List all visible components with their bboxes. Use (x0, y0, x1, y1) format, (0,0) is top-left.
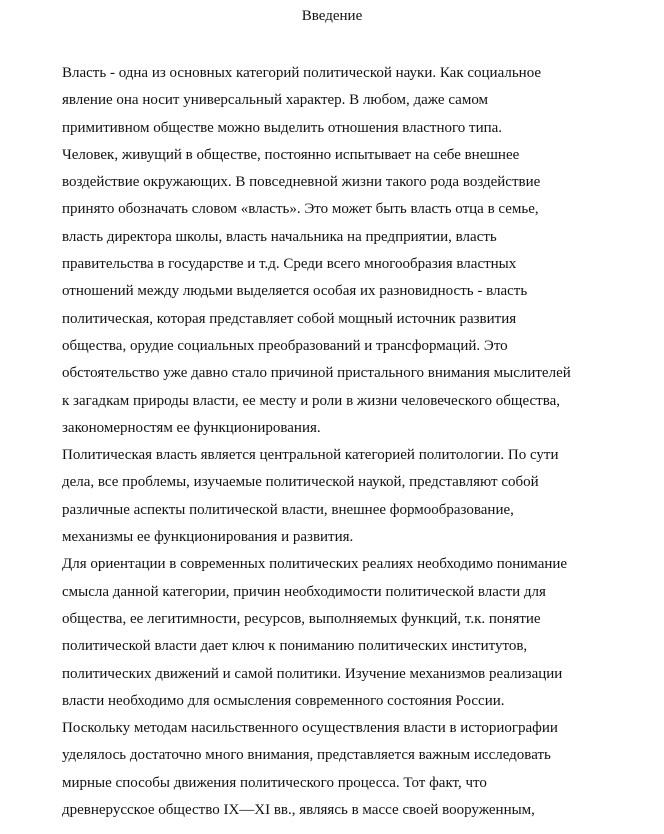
text-line: смысла данной категории, причин необходимости политической власти для (62, 583, 546, 600)
text-line: механизмы ее функционирования и развития. (62, 529, 354, 546)
text-line: отношений между людьми выделяется особая их разновидность - власть (62, 283, 528, 300)
text-line: политических движений и самой политики. Изучение механизмов реализации (62, 665, 563, 682)
text-line: различные аспекты политической власти, внешнее формообразование, (62, 501, 514, 518)
text-line: власть директора школы, власть начальника на предприятии, власть (62, 228, 497, 245)
text-line: дела, все проблемы, изучаемые политической наукой, представляют собой (62, 474, 539, 491)
text-line: воздействие окружающих. В повседневной жизни такого рода воздействие (62, 174, 541, 191)
text-line: закономерностям ее функционирования. (62, 419, 321, 436)
text-line: мирные способы движения политического процесса. Тот факт, что (62, 774, 487, 791)
text-line: древнерусское общество IX—XI вв., являясь в массе своей вооруженным, (62, 802, 535, 819)
text-line: общества, ее легитимности, ресурсов, выполняемых функций, т.к. понятие (62, 610, 541, 627)
text-line: власти необходимо для осмысления современного состояния России. (62, 692, 505, 709)
text-line: политической власти дает ключ к пониманию политических институтов, (62, 638, 528, 655)
text-line: к загадкам природы власти, ее месту и роли в жизни человеческого общества, (62, 392, 560, 409)
document-body (62, 63, 662, 827)
text-line: политическая, которая представляет собой мощный источник развития (62, 310, 517, 327)
text-line: явление она носит универсальный характер. В любом, даже самом (62, 92, 489, 109)
text-line: примитивном обществе можно выделить отношения властного типа. (62, 119, 503, 136)
text-line: принято обозначать словом «власть». Это может быть власть отца в семье, (62, 201, 539, 218)
text-line: уделялось достаточно много внимания, представляется важным исследовать (62, 747, 551, 764)
text-line: Власть - одна из основных категорий политической науки. Как социальное (62, 65, 542, 81)
text-line: общества, орудие социальных преобразований и трансформаций. Это (62, 337, 508, 354)
text-line: правительства в государстве и т.д. Среди всего многообразия властных (62, 256, 517, 273)
text-line: обстоятельство уже давно стало причиной пристального внимания мыслителей (62, 365, 571, 382)
text-line: Политическая власть является центральной категорией политологии. По сути (62, 447, 559, 464)
text-line: Для ориентации в современных политических реалиях необходимо понимание (62, 556, 568, 573)
text-line: Человек, живущий в обществе, постоянно испытывает на себе внешнее (62, 146, 520, 163)
text-line: Поскольку методам насильственного осуществления власти в историографии (62, 720, 558, 737)
document-title: Введение (301, 8, 363, 24)
